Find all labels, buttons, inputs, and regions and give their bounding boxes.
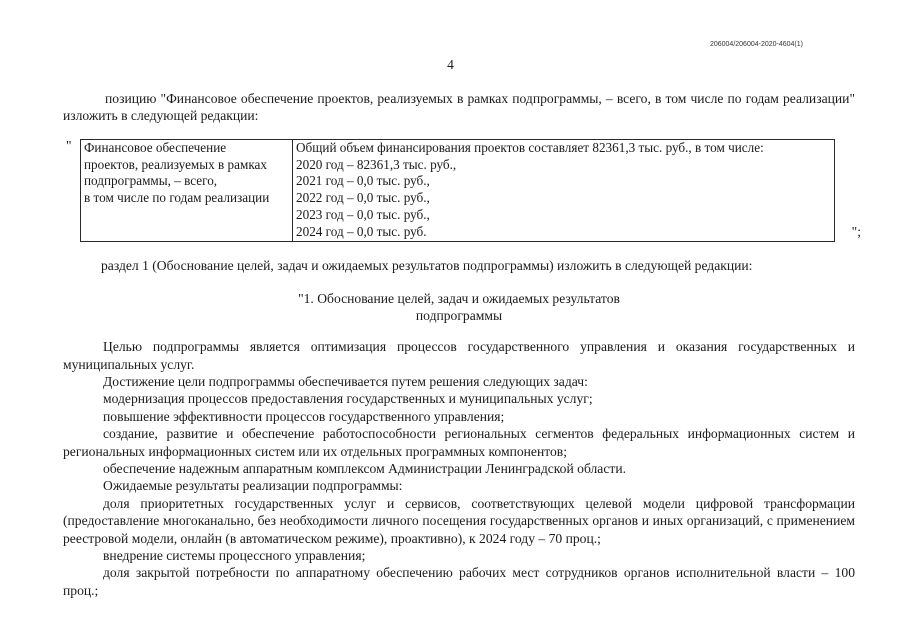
page-number: 4 — [447, 57, 454, 72]
task-item: повышение эффективности процессов государственного управления; — [103, 408, 505, 424]
year-2021-line: 2021 год – 0,0 тыс. руб., — [296, 173, 430, 189]
section-title-line-1: "1. Обоснование целей, задач и ожидаемых результатов — [298, 291, 620, 306]
table-row — [81, 139, 835, 241]
year-2022-line: 2022 год – 0,0 тыс. руб., — [296, 190, 430, 206]
financing-table-wrapper — [66, 137, 861, 242]
result-item: доля закрытой потребности по аппаратному обеспечению рабочих мест сотрудников органов исполнительной власти – 100 проц.; — [63, 565, 855, 598]
results-intro-paragraph: Ожидаемые результаты реализации подпрограммы: — [103, 478, 403, 494]
total-financing-line: Общий объем финансирования проектов составляет 82361,3 тыс. руб., в том числе: — [296, 139, 764, 155]
year-2023-line: 2023 год – 0,0 тыс. руб., — [296, 207, 430, 222]
goal-paragraph: Целью подпрограммы является оптимизация процессов государственного управления и оказания государственных и муниципальных услуг. — [63, 339, 855, 372]
task-item: создание, развитие и обеспечение работоспособности региональных сегментов федеральных информационных систем и региональных информационных систем или их отдельных программных компонентов; — [63, 426, 855, 459]
financing-table — [80, 139, 835, 242]
result-item: внедрение системы процессного управления; — [103, 548, 366, 564]
year-2020-line: 2020 год – 82361,3 тыс. руб., — [296, 156, 457, 172]
section-title-line-2: подпрограммы — [415, 307, 503, 323]
result-item: доля приоритетных государственных услуг и сервисов, соответствующих целевой модели цифровой трансформации (предоставление многоканально, без необходимости личного посещения государственных органов и иных организаций, с применением реестровой модели, онлайн (в автоматическом режиме), проактивно), к 2024 году – 70 проц.; — [63, 495, 855, 546]
section-title — [63, 291, 855, 324]
label-line: в том числе по годам реализации — [84, 190, 270, 206]
tasks-intro-paragraph: Достижение цели подпрограммы обеспечивается путем решения следующих задач: — [103, 374, 588, 389]
document-body — [63, 90, 861, 599]
task-item: модернизация процессов предоставления государственных и муниципальных услуг; — [103, 391, 593, 407]
label-line: Финансовое обеспечение — [84, 139, 227, 155]
year-2024-line: 2024 год – 0,0 тыс. руб. — [296, 223, 427, 239]
document-code: 206004/206004-2020-4604(1) — [709, 41, 803, 48]
financing-values-cell — [293, 139, 835, 241]
label-line: подпрограммы, – всего, — [84, 173, 218, 189]
label-line: проектов, реализуемых в рамках — [84, 156, 267, 172]
table-close-quote: "; — [851, 224, 861, 240]
task-item: обеспечение надежным аппаратным комплексом Администрации Ленинградской области. — [103, 461, 626, 477]
table-open-quote: " — [66, 137, 72, 153]
intro-paragraph: позицию "Финансовое обеспечение проектов, реализуемых в рамках подпрограммы, – всего, в том числе по годам реализации" изложить в следующей редакции: — [63, 91, 855, 124]
section-intro-paragraph: раздел 1 (Обоснование целей, задач и ожидаемых результатов подпрограммы) изложить в следующей редакции: — [101, 257, 753, 273]
financing-label-cell — [81, 139, 293, 241]
